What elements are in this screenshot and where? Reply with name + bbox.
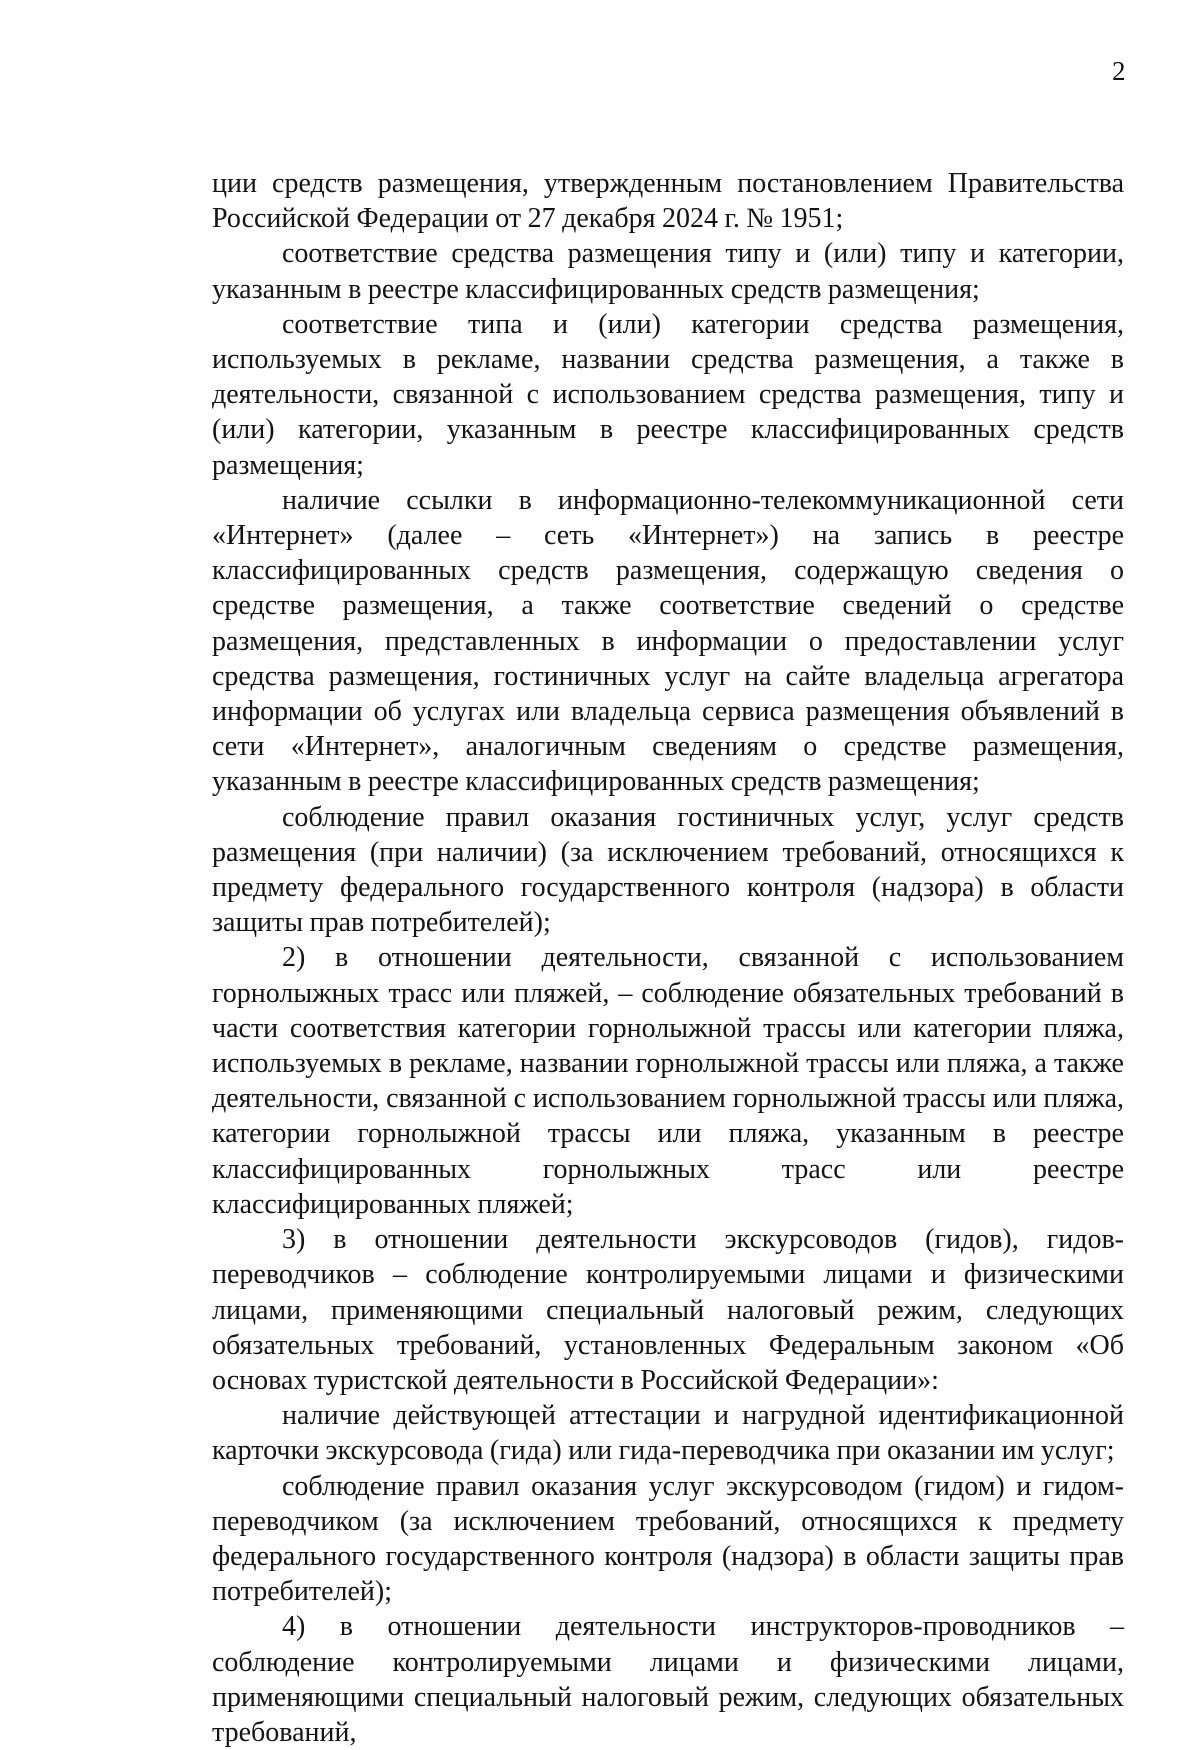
paragraph: 2) в отношении деятельности, связанной с использованием горнолыжных трасс или пляжей, – соблюдение обязательных требований в части соответствия категории горнолыжной трассы или категории пляжа, используемых в рекламе, названии горнолыжной трассы или пляжа, а также деятельности, связанной с использованием горнолыжной трассы или пляжа, категории горнолыжной трассы или пляжа, указанным в реестре классифицированных горнолыжных трасс или реестре классифицированных пляжей; <box>212 942 1124 1220</box>
paragraph: наличие действующей аттестации и нагрудной идентификационной карточки экскурсовода (гида) или гида-переводчика при оказании им услуг; <box>212 1400 1124 1467</box>
paragraph: 3) в отношении деятельности экскурсоводов (гидов), гидов-переводчиков – соблюдение контролируемыми лицами и физическими лицами, применяющими специальный налоговый режим, следующих обязательных требований, установленных Федеральным законом «Об основах туристской деятельности в Российской Федерации»: <box>212 1224 1124 1396</box>
paragraph: соблюдение правил оказания услуг экскурсоводом (гидом) и гидом-переводчиком (за исключением требований, относящихся к предмету федерального государственного контроля (надзора) в области защиты прав потребителей); <box>212 1470 1124 1608</box>
paragraph: соответствие средства размещения типу и (или) типу и категории, указанным в реестре классифицированных средств размещения; <box>212 238 1124 305</box>
paragraph: наличие ссылки в информационно-телекоммуникационной сети «Интернет» (далее – сеть «Интернет») на запись в реестре классифицированных средств размещения, содержащую сведения о средстве размещения, а также соответствие сведений о средстве размещения, представленных в информации о предоставлении услуг средства размещения, гостиничных услуг на сайте владельца агрегатора информации об услугах или владельца сервиса размещения объявлений в сети «Интернет», аналогичным сведениям о средстве размещения, указанным в реестре классифицированных средств размещения; <box>212 484 1124 798</box>
page-number: 2 <box>1112 56 1126 86</box>
document-body <box>212 166 1124 1750</box>
paragraph: ции средств размещения, утвержденным постановлением Правительства Российской Федерации от 27 декабря 2024 г. № 1951; <box>212 168 1124 235</box>
paragraph: соблюдение правил оказания гостиничных услуг, услуг средств размещения (при наличии) (за исключением требований, относящихся к предмету федерального государственного контроля (надзора) в области защиты прав потребителей); <box>212 801 1124 939</box>
paragraph: соответствие типа и (или) категории средства размещения, используемых в рекламе, названии средства размещения, а также в деятельности, связанной с использованием средства размещения, типу и (или) категории, указанным в реестре классифицированных средств размещения; <box>212 308 1124 481</box>
paragraph: 4) в отношении деятельности инструкторов-проводников – соблюдение контролируемыми лицами и физическими лицами, применяющими специальный налоговый режим, следующих обязательных требований, <box>212 1611 1124 1748</box>
